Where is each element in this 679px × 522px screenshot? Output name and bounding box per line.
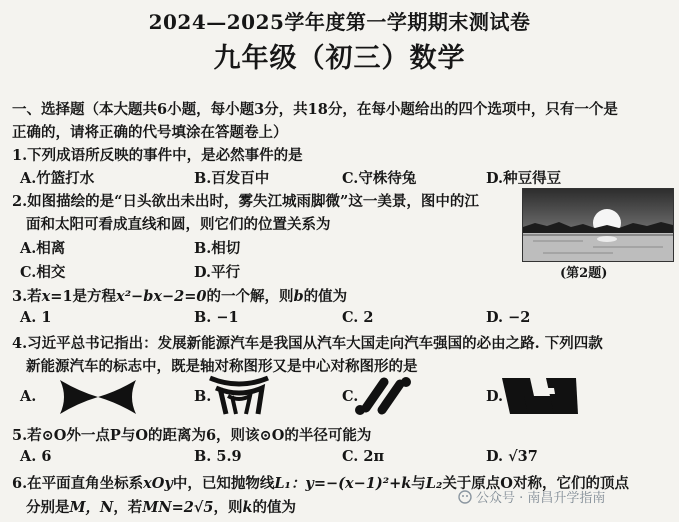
q6-text-2c: ，若 <box>113 499 143 516</box>
q2-option-a: A.相离 <box>20 240 66 257</box>
q6-variable-k: k <box>242 499 253 516</box>
q3-variable-b: b <box>293 288 304 305</box>
slash-dots-logo-icon <box>352 374 414 418</box>
q4-option-b: B. <box>194 388 212 405</box>
bow-tie-logo-icon <box>58 377 138 417</box>
q6-vertices: M，N <box>69 499 114 516</box>
arch-logo-icon <box>206 374 272 418</box>
q5-option-b: B. 5.9 <box>194 448 242 465</box>
q2-stem-line1: 2.如图描绘的是“日头欲出未出时，雾失江城雨脚微”这一美景，图中的江 <box>12 193 479 210</box>
q1-option-a: A.竹篮打水 <box>20 170 95 187</box>
block-u-logo-icon <box>500 374 580 418</box>
section-instructions-line2: 正确的，请将正确的代号填涂在答题卷上） <box>12 124 288 141</box>
q2-option-b: B.相切 <box>194 240 241 257</box>
q6-text-1g: 关于原点O对称，它们的顶点 <box>442 475 629 492</box>
q5-option-a: A. 6 <box>20 448 52 465</box>
q4-option-d: D. <box>486 388 504 405</box>
q4-option-c: C. <box>342 388 359 405</box>
q3-option-b: B. −1 <box>194 309 239 326</box>
q3-equation: x²−bx−2=0 <box>116 288 207 305</box>
q3-option-d: D. −2 <box>486 309 531 326</box>
q2-option-d: D.平行 <box>194 264 241 281</box>
q5-option-c: C. 2π <box>342 448 385 465</box>
q6-distance: MN=2√5 <box>142 499 214 516</box>
q5-stem: 5.若⊙O外一点P与O的距离为6，则该⊙O的半径可能为 <box>12 427 372 444</box>
q6-parabola-l2: L₂ <box>425 475 443 492</box>
q2-figure-caption: (第2题) <box>560 266 608 281</box>
q6-text-2g: 的值为 <box>252 499 297 516</box>
q4-stem-line2: 新能源汽车的标志中，既是轴对称图形又是中心对称图形的是 <box>26 358 418 375</box>
q1-option-c: C.守株待兔 <box>342 170 417 187</box>
q1-option-b: B.百发百中 <box>194 170 270 187</box>
q3-stem-text-c: 的一个解，则 <box>206 288 294 305</box>
q2-river-sunrise-photo <box>522 188 674 262</box>
q3-stem-text-b: =1是方程 <box>50 288 117 305</box>
q6-text-1e: 与 <box>411 475 426 492</box>
q3-variable-x: x <box>41 288 51 305</box>
q3-stem <box>12 285 347 306</box>
q4-option-a: A. <box>20 388 37 405</box>
section-instructions-line1: 一、选择题（本大题共6小题，每小题3分，共18分，在每小题给出的四个选项中，只有一个是 <box>12 101 618 118</box>
q4-stem-line1: 4.习近平总书记指出：发展新能源汽车是我国从汽车大国走向汽车强国的必由之路. 下列四款 <box>12 335 603 352</box>
q1-option-d: D.种豆得豆 <box>486 170 562 187</box>
q3-stem-text-a: 3.若 <box>12 288 42 305</box>
exam-subtitle: 九年级（初三）数学 <box>213 43 466 74</box>
watermark-text: 公众号 · 南昌升学指南 <box>476 491 606 506</box>
q1-stem: 1.下列成语所反映的事件中，是必然事件的是 <box>12 147 303 164</box>
q3-stem-text-d: 的值为 <box>303 288 348 305</box>
q2-option-c: C.相交 <box>20 264 66 281</box>
q6-stem-line2 <box>26 496 296 517</box>
wechat-watermark <box>458 487 605 506</box>
q6-text-1c: 中，已知抛物线 <box>172 475 275 492</box>
q5-option-d: D. √37 <box>486 448 538 465</box>
q6-text-2e: ，则 <box>213 499 243 516</box>
wechat-icon <box>458 490 472 504</box>
q3-option-a: A. 1 <box>20 309 52 326</box>
q3-option-c: C. 2 <box>342 309 374 326</box>
q2-stem-line2: 面和太阳可看成直线和圆，则它们的位置关系为 <box>26 216 331 233</box>
q6-parabola-l1: L₁：y=−(x−1)²+k <box>274 475 412 492</box>
q6-text-1a: 6.在平面直角坐标系 <box>12 475 144 492</box>
q6-text-2a: 分别是 <box>26 499 70 516</box>
exam-title: 2024—2025学年度第一学期期末测试卷 <box>148 10 531 34</box>
q6-coordinate-system: xOy <box>143 475 173 492</box>
